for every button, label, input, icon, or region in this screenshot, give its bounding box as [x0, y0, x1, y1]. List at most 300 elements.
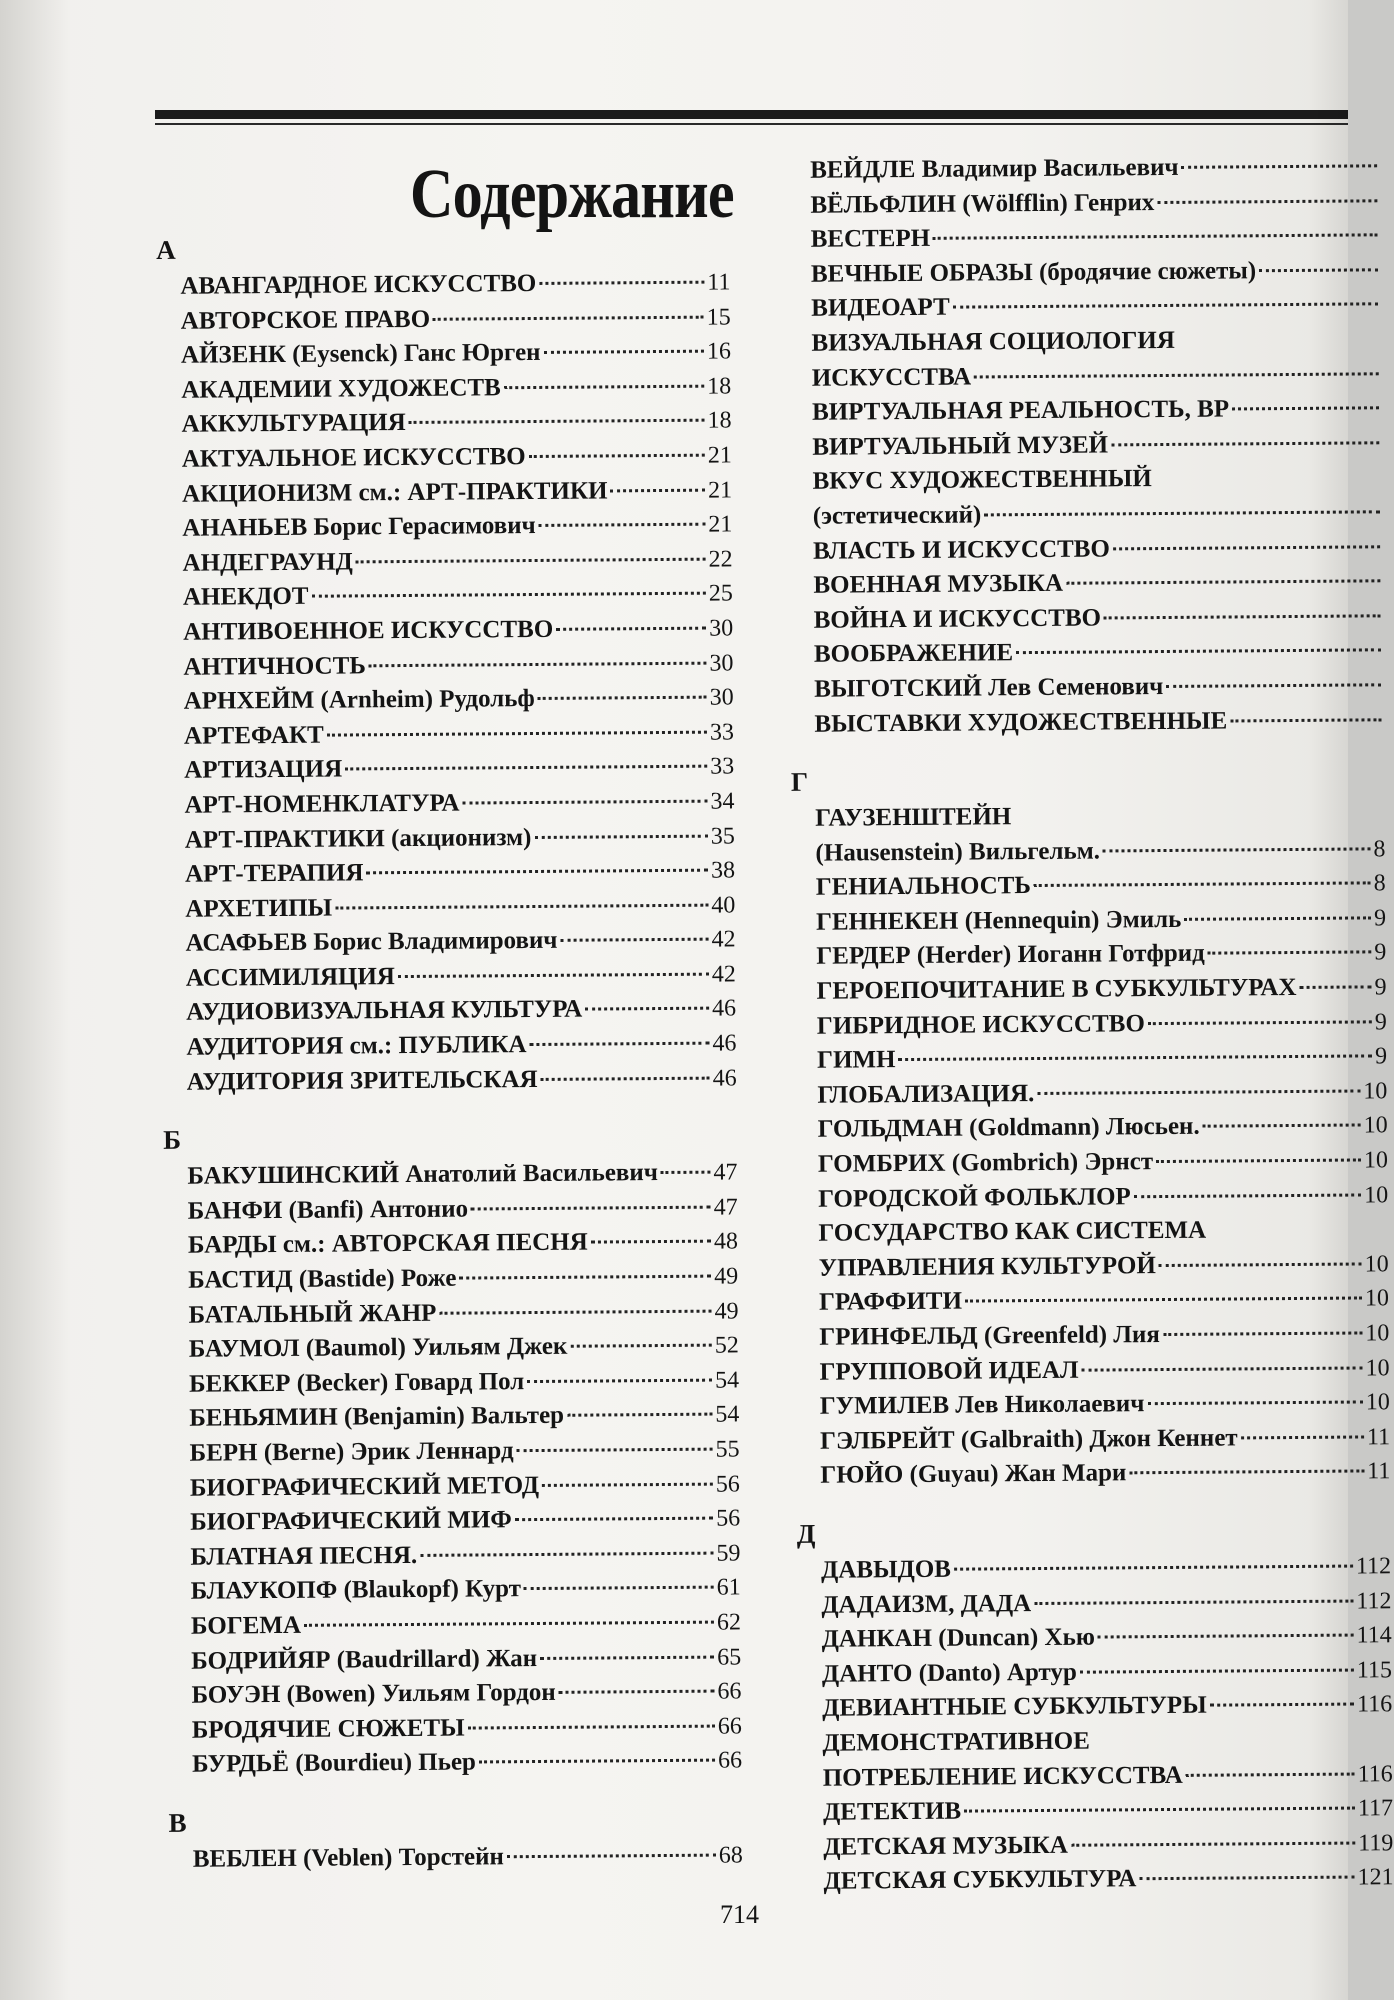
toc-entry[interactable]	[158, 1190, 738, 1229]
toc-entry-page: 40	[711, 892, 736, 919]
toc-entry[interactable]	[786, 901, 1386, 940]
dot-leader	[544, 350, 704, 354]
dot-leader	[556, 627, 706, 631]
toc-entry-title: БАРДЫ см.: АВТОРСКАЯ ПЕСНЯ	[187, 1229, 588, 1260]
toc-entry[interactable]	[792, 1653, 1392, 1692]
toc-entry-title: ВЛАСТЬ И ИСКУССТВО	[813, 534, 1110, 565]
toc-entry[interactable]	[157, 1061, 737, 1100]
toc-entry-title: АРТ-ПРАКТИКИ (акционизм)	[184, 823, 532, 854]
toc-entry-title: ГИМН	[817, 1046, 896, 1074]
toc-entry[interactable]	[780, 184, 1380, 223]
toc-entry[interactable]	[153, 646, 733, 685]
toc-entry-page: 9	[1374, 974, 1387, 1001]
toc-entry-title: ВИДЕОАРТ	[811, 294, 950, 323]
toc-entry-page: 16	[706, 338, 732, 365]
toc-entry-page: 10	[1363, 1078, 1388, 1105]
toc-entry-page: 10	[1365, 1354, 1390, 1382]
toc-entry[interactable]	[790, 1455, 1390, 1494]
toc-entry[interactable]	[781, 288, 1381, 327]
toc-entry[interactable]	[160, 1502, 740, 1541]
dot-leader	[954, 1565, 1353, 1571]
toc-entry-title: АЙЗЕНК (Eysenck) Ганс Юрген	[180, 339, 541, 369]
toc-entry-title: АВТОРСКОЕ ПРАВО	[180, 305, 431, 335]
toc-entry-title: ВОЕННАЯ МУЗЫКА	[813, 569, 1064, 599]
page-title: Содержание	[410, 156, 734, 233]
section-letter: Б	[163, 1125, 182, 1156]
toc-entry-title: БИОГРАФИЧЕСКИЙ МЕТОД	[189, 1471, 540, 1502]
toc-entry-title: БАСТИД (Bastide) Роже	[188, 1264, 457, 1294]
toc-entry-page: 66	[717, 1713, 742, 1740]
toc-entry-title: ВИРТУАЛЬНЫЙ МУЗЕЙ	[812, 431, 1109, 461]
dot-leader	[479, 1759, 715, 1764]
toc-entry-title: АНЕКДОТ	[182, 583, 309, 612]
toc-entry-page: 10	[1363, 1147, 1389, 1174]
dot-leader	[507, 1854, 716, 1859]
toc-entry[interactable]	[156, 957, 736, 996]
toc-entry-page: 10	[1364, 1181, 1389, 1209]
toc-entry[interactable]	[161, 1571, 741, 1610]
toc-entry-page: 22	[708, 546, 733, 573]
toc-entry-title: БЕНЬЯМИН (Benjamin) Вальтер	[189, 1402, 565, 1433]
toc-entry-title: БЛАУКОПФ (Blaukopf) Курт	[190, 1575, 522, 1606]
toc-entry-title: АРТ-ТЕРАПИЯ	[184, 859, 364, 888]
toc-entry[interactable]	[782, 426, 1382, 465]
toc-entry[interactable]	[784, 599, 1384, 638]
dot-leader	[433, 315, 704, 320]
toc-entry-page: 42	[711, 926, 736, 953]
toc-entry[interactable]	[783, 495, 1383, 534]
toc-entry[interactable]	[791, 1584, 1391, 1623]
toc-entry-title: ДАДАИЗМ, ДАДА	[821, 1589, 1032, 1619]
toc-entry-page: 48	[713, 1228, 739, 1256]
toc-entry-title: БОГЕМА	[190, 1611, 302, 1640]
dot-leader	[335, 903, 708, 909]
toc-entry-page: 15	[706, 304, 731, 331]
toc-entry-title: АРНХЕЙМ (Arnheim) Рудольф	[183, 685, 535, 715]
toc-entry-title: ГУМИЛЕВ Лев Николаевич	[819, 1390, 1145, 1420]
toc-entry[interactable]	[792, 1688, 1392, 1727]
contents-column-right	[780, 149, 1394, 1900]
toc-entry-page: 68	[718, 1842, 743, 1869]
dot-leader	[327, 730, 707, 736]
toc-entry-title: ВОЙНА И ИСКУССТВО	[813, 604, 1102, 634]
dot-leader	[304, 1621, 714, 1627]
toc-entry-title: БАУМОЛ (Baumol) Уильям Джек	[188, 1332, 568, 1363]
toc-entry[interactable]	[793, 1791, 1393, 1830]
toc-entry-title: ВЕЧНЫЕ ОБРАЗЫ (бродячие сюжеты)	[810, 257, 1257, 288]
toc-entry-page: 21	[707, 442, 732, 469]
toc-entry[interactable]	[154, 681, 734, 720]
toc-entry-page: 54	[714, 1367, 740, 1394]
toc-entry[interactable]	[793, 1861, 1393, 1900]
dot-leader	[504, 384, 704, 389]
toc-entry-page: 121	[1357, 1864, 1394, 1891]
toc-entry[interactable]	[154, 784, 734, 823]
toc-entry-title: АРХЕТИПЫ	[185, 894, 333, 923]
toc-entry[interactable]	[789, 1247, 1389, 1286]
dot-leader	[1230, 718, 1381, 722]
toc-entry-page: 46	[712, 1030, 737, 1057]
toc-entry-title: ВЕБЛЕН (Veblen) Торстейн	[192, 1843, 505, 1873]
toc-entry-page: 38	[710, 857, 736, 884]
toc-entry[interactable]	[151, 300, 731, 339]
toc-entry-page: 9	[1374, 1008, 1387, 1036]
toc-entry[interactable]	[150, 265, 730, 304]
toc-entry-title: АУДИОВИЗУАЛЬНАЯ КУЛЬТУРА	[186, 996, 583, 1027]
toc-entry-page: 52	[714, 1332, 739, 1359]
toc-entry-title: БЛАТНАЯ ПЕСНЯ.	[190, 1541, 418, 1571]
dot-leader	[610, 488, 705, 492]
section-letter: А	[156, 234, 176, 265]
toc-entry[interactable]	[787, 1074, 1387, 1113]
toc-entry-title: БУРДЬЁ (Bourdieu) Пьер	[191, 1748, 476, 1779]
header-rule-thin	[155, 123, 1348, 125]
dot-leader	[965, 1297, 1362, 1303]
toc-entry-title: АНДЕГРАУНД	[182, 548, 353, 577]
toc-entry-page: 30	[709, 684, 734, 711]
toc-entry[interactable]	[793, 1757, 1393, 1796]
toc-entry-title: ДАВЫДОВ	[821, 1555, 952, 1584]
dot-leader	[527, 1378, 712, 1382]
toc-entry-title: ВИРТУАЛЬНАЯ РЕАЛЬНОСТЬ, ВР	[811, 395, 1230, 426]
dot-leader	[570, 1344, 711, 1348]
toc-entry-title: БЕККЕР (Becker) Говард Пол	[188, 1367, 525, 1398]
toc-entry-title: АКТУАЛЬНОЕ ИСКУССТВО	[181, 443, 526, 473]
toc-entry-page: 49	[714, 1298, 739, 1325]
toc-entry-title: ДАНКАН (Duncan) Хью	[821, 1623, 1095, 1653]
dot-leader	[539, 523, 706, 527]
dot-leader	[529, 1042, 709, 1046]
toc-entry-page: 114	[1356, 1622, 1392, 1649]
toc-entry-page: 34	[710, 788, 735, 815]
toc-entry-title: БИОГРАФИЧЕСКИЙ МИФ	[190, 1506, 512, 1536]
dot-leader	[899, 1055, 1373, 1062]
toc-entry-title: ГРАФФИТИ	[818, 1288, 963, 1317]
dot-leader	[1166, 683, 1381, 688]
toc-entry-page: 10	[1363, 1112, 1388, 1139]
toc-entry[interactable]	[790, 1385, 1390, 1424]
toc-entry-page: 11	[1366, 1424, 1391, 1451]
toc-entry-page: 117	[1357, 1795, 1394, 1822]
toc-entry[interactable]	[782, 461, 1382, 500]
dot-leader	[540, 1655, 714, 1659]
toc-entry[interactable]	[793, 1826, 1393, 1865]
toc-entry-title: ГИБРИДНОЕ ИСКУССТВО	[816, 1009, 1145, 1040]
toc-entry[interactable]	[783, 564, 1383, 603]
toc-entry-page: 119	[1358, 1829, 1394, 1857]
toc-entry[interactable]	[153, 577, 733, 616]
toc-entry[interactable]	[163, 1838, 743, 1877]
toc-entry-page: 112	[1355, 1553, 1392, 1580]
toc-entry-page: 9	[1373, 905, 1387, 932]
toc-entry-title: АРТЕФАКТ	[183, 721, 324, 750]
toc-entry-title: ВООБРАЖЕНИЕ	[813, 639, 1014, 669]
dot-leader	[398, 973, 709, 978]
toc-entry-page: 33	[709, 719, 735, 746]
toc-entry[interactable]	[155, 854, 735, 893]
toc-entry-title: ВЫСТАВКИ ХУДОЖЕСТВЕННЫЕ	[814, 707, 1228, 738]
dot-leader	[439, 1309, 711, 1314]
toc-entry-title: ДЕТСКАЯ МУЗЫКА	[823, 1831, 1069, 1861]
dot-leader	[1232, 406, 1379, 410]
dot-leader	[529, 454, 705, 458]
dot-leader	[471, 1205, 711, 1210]
dot-leader	[560, 938, 708, 942]
toc-entry-title: ВИЗУАЛЬНАЯ СОЦИОЛОГИЯ	[811, 326, 1175, 357]
toc-entry-title: ВЁЛЬФЛИН (Wölfflin) Генрих	[810, 188, 1155, 219]
toc-entry-title: АССИМИЛЯЦИЯ	[185, 962, 396, 992]
toc-entry-title: ГРУППОВОЙ ИДЕАЛ	[819, 1356, 1079, 1386]
dot-leader	[538, 696, 707, 700]
toc-entry[interactable]	[780, 149, 1380, 188]
dot-leader	[369, 661, 707, 667]
toc-entry-page: 10	[1365, 1320, 1390, 1347]
toc-entry-title: АУДИТОРИЯ ЗРИТЕЛЬСКАЯ	[186, 1065, 538, 1096]
toc-entry-title: ГАУЗЕНШТЕЙН	[815, 803, 1012, 832]
toc-entry[interactable]	[786, 936, 1386, 975]
toc-entry-title: (эстетический)	[812, 501, 982, 530]
toc-entry-title: ГЭЛБРЕЙТ (Galbraith) Джон Кеннет	[820, 1424, 1238, 1455]
toc-entry[interactable]	[787, 1040, 1387, 1079]
toc-entry-title: ДАНТО (Danto) Артур	[821, 1658, 1077, 1688]
toc-entry-page: 66	[717, 1678, 742, 1705]
dot-leader	[1034, 1599, 1353, 1605]
dot-leader	[409, 419, 705, 424]
toc-entry-title: (Hausenstein) Вильгельм.	[815, 837, 1101, 867]
toc-entry[interactable]	[781, 322, 1381, 361]
toc-entry-title: ГОСУДАРСТВО КАК СИСТЕМА	[818, 1216, 1207, 1247]
toc-entry-title: АНТИЧНОСТЬ	[183, 651, 366, 681]
toc-entry[interactable]	[787, 1005, 1387, 1044]
toc-entry[interactable]	[788, 1109, 1388, 1148]
toc-entry[interactable]	[161, 1605, 741, 1644]
toc-entry[interactable]	[789, 1316, 1389, 1355]
dot-leader	[524, 1586, 714, 1590]
toc-entry-title: АКЦИОНИЗМ см.: АРТ-ПРАКТИКИ	[181, 476, 608, 508]
header-rule-thick	[155, 110, 1348, 119]
toc-entry[interactable]	[782, 357, 1382, 396]
toc-entry[interactable]	[160, 1536, 740, 1575]
toc-entry-title: ДЕВИАНТНЫЕ СУБКУЛЬТУРЫ	[822, 1692, 1207, 1723]
page-edge-shadow	[1308, 0, 1348, 2000]
toc-entry-title: ИСКУССТВА	[811, 363, 972, 392]
toc-entry[interactable]	[156, 992, 736, 1031]
toc-entry[interactable]	[788, 1143, 1388, 1182]
toc-entry[interactable]	[784, 634, 1384, 673]
toc-entry-title: АККУЛЬТУРАЦИЯ	[181, 409, 406, 439]
toc-entry[interactable]	[159, 1363, 739, 1402]
toc-entry[interactable]	[789, 1351, 1389, 1390]
toc-entry[interactable]	[160, 1467, 740, 1506]
toc-entry-title: АУДИТОРИЯ см.: ПУБЛИКА	[186, 1031, 527, 1061]
toc-entry[interactable]	[783, 530, 1383, 569]
toc-entry-title: АРТИЗАЦИЯ	[184, 755, 343, 785]
toc-entry-title: ГЕНИАЛЬНОСТЬ	[815, 872, 1032, 902]
dot-leader	[462, 800, 707, 805]
section-letter: В	[168, 1807, 187, 1838]
toc-entry-title: АКАДЕМИИ ХУДОЖЕСТВ	[181, 374, 501, 404]
toc-entry-page: 30	[709, 649, 734, 677]
dot-leader	[517, 1448, 713, 1453]
dot-leader	[356, 557, 706, 563]
toc-entry-page: 54	[715, 1401, 740, 1429]
toc-entry-title: БАКУШИНСКИЙ Анатолий Васильевич	[187, 1159, 658, 1190]
dot-leader	[366, 869, 708, 875]
toc-entry-title: ВЕСТЕРН	[810, 225, 931, 253]
toc-entry[interactable]	[152, 473, 732, 512]
toc-entry-title: ГРИНФЕЛЬД (Greenfeld) Лия	[819, 1321, 1160, 1351]
toc-entry-page: 33	[710, 753, 735, 780]
toc-entry-page: 61	[716, 1574, 741, 1601]
toc-entry-page: 8	[1373, 835, 1386, 863]
toc-entry-page: 116	[1357, 1760, 1393, 1788]
toc-entry[interactable]	[154, 750, 734, 789]
dot-leader	[468, 1724, 715, 1729]
toc-entry-page: 56	[716, 1505, 741, 1532]
toc-entry[interactable]	[159, 1432, 739, 1471]
toc-entry-title: БОДРИЙЯР (Baudrillard) Жан	[191, 1644, 538, 1675]
toc-entry-title: ГОРОДСКОЙ ФОЛЬКЛОР	[818, 1182, 1131, 1213]
toc-entry[interactable]	[161, 1640, 741, 1679]
toc-entry-page: 42	[711, 961, 736, 988]
toc-entry[interactable]	[155, 923, 735, 962]
toc-entry-title: ПОТРЕБЛЕНИЕ ИСКУССТВА	[822, 1761, 1183, 1792]
toc-entry-title: ВЕЙДЛЕ Владимир Васильевич	[810, 153, 1179, 184]
toc-entry[interactable]	[152, 438, 732, 477]
toc-entry-title: ДЕТЕКТИВ	[822, 1797, 962, 1826]
toc-entry[interactable]	[151, 369, 731, 408]
toc-entry-page: 18	[707, 407, 732, 435]
toc-entry[interactable]	[785, 797, 1385, 836]
toc-entry[interactable]	[781, 218, 1381, 257]
toc-entry-title: ВКУС ХУДОЖЕСТВЕННЫЙ	[812, 465, 1152, 496]
dot-leader	[539, 281, 704, 285]
dot-leader	[311, 592, 705, 598]
toc-entry-page: 47	[713, 1194, 738, 1221]
toc-entry-page: 56	[715, 1471, 740, 1498]
toc-entry[interactable]	[153, 611, 733, 650]
toc-entry[interactable]	[158, 1225, 738, 1264]
toc-entry[interactable]	[782, 391, 1382, 430]
toc-entry[interactable]	[789, 1282, 1389, 1321]
toc-entry[interactable]	[162, 1709, 742, 1748]
toc-entry[interactable]	[790, 1420, 1390, 1459]
toc-entry[interactable]	[788, 1212, 1388, 1251]
toc-entry[interactable]	[151, 335, 731, 374]
toc-entry[interactable]	[784, 668, 1384, 707]
toc-entry[interactable]	[784, 703, 1384, 742]
dot-leader	[661, 1171, 711, 1174]
toc-entry-page: 10	[1365, 1389, 1390, 1416]
toc-entry[interactable]	[786, 867, 1386, 906]
toc-entry[interactable]	[158, 1259, 738, 1298]
toc-entry[interactable]	[159, 1329, 739, 1368]
toc-entry[interactable]	[161, 1675, 741, 1714]
toc-entry[interactable]	[152, 508, 732, 547]
toc-entry-title: АРТ-НОМЕНКЛАТУРА	[184, 789, 460, 819]
toc-entry-title: ГЕРДЕР (Herder) Иоганн Готфрид	[816, 940, 1205, 971]
dot-leader	[541, 1076, 710, 1080]
toc-entry[interactable]	[159, 1398, 739, 1437]
toc-entry[interactable]	[155, 819, 735, 858]
toc-entry[interactable]	[792, 1618, 1392, 1657]
toc-entry[interactable]	[788, 1178, 1388, 1217]
dot-leader	[542, 1482, 713, 1486]
toc-entry-title: БАНФИ (Banfi) Антонио	[187, 1195, 469, 1225]
toc-entry-page: 8	[1373, 870, 1386, 897]
toc-entry-page: 62	[716, 1609, 742, 1636]
toc-entry-page: 18	[707, 373, 732, 400]
toc-entry[interactable]	[157, 1156, 737, 1195]
toc-entry[interactable]	[155, 888, 735, 927]
toc-entry[interactable]	[781, 253, 1381, 292]
toc-entry-title: ГОМБРИХ (Gombrich) Эрнст	[817, 1148, 1154, 1178]
toc-entry-title: ГЕРОЕПОЧИТАНИЕ В СУБКУЛЬТУРАХ	[816, 974, 1297, 1005]
toc-entry[interactable]	[152, 542, 732, 581]
dot-leader	[567, 1413, 712, 1417]
toc-entry[interactable]	[158, 1294, 738, 1333]
toc-entry-page: 11	[1367, 1458, 1391, 1485]
toc-entry-page: 46	[712, 995, 737, 1023]
toc-entry-title: БРОДЯЧИЕ СЮЖЕТЫ	[191, 1714, 465, 1744]
toc-entry-title: ГЕННЕКЕН (Hennequin) Эмиль	[815, 905, 1182, 936]
toc-entry-title: АНАНЬЕВ Борис Герасимович	[182, 512, 536, 542]
toc-entry-page: 9	[1375, 1043, 1388, 1070]
toc-entry[interactable]	[792, 1722, 1392, 1761]
dot-leader	[459, 1275, 711, 1280]
toc-entry-page: 115	[1356, 1656, 1393, 1684]
page-gutter-shadow	[0, 0, 70, 2000]
toc-entry-page: 10	[1364, 1285, 1390, 1312]
dot-leader	[591, 1240, 711, 1244]
toc-entry[interactable]	[154, 715, 734, 754]
toc-entry-page: 59	[716, 1540, 741, 1567]
toc-entry[interactable]	[162, 1744, 742, 1783]
toc-entry[interactable]	[151, 404, 731, 443]
section-letter: Д	[796, 1518, 816, 1549]
dot-leader	[585, 1007, 709, 1011]
dot-leader	[559, 1690, 715, 1694]
toc-entry-page: 49	[714, 1263, 739, 1290]
toc-entry-page: 55	[715, 1436, 740, 1463]
toc-entry-title: БАТАЛЬНЫЙ ЖАНР	[188, 1299, 437, 1329]
dot-leader	[964, 1807, 1355, 1813]
toc-entry[interactable]	[156, 1026, 736, 1065]
toc-entry-page: 116	[1356, 1691, 1393, 1718]
toc-entry[interactable]	[785, 832, 1385, 871]
section-letter: Г	[790, 766, 809, 798]
dot-leader	[515, 1517, 713, 1522]
toc-entry-page: 21	[707, 476, 733, 504]
toc-entry-title: АНТИВОЕННОЕ ИСКУССТВО	[183, 615, 554, 646]
toc-entry-page: 47	[713, 1159, 738, 1186]
toc-entry-title: ДЕМОНСТРАТИВНОЕ	[822, 1727, 1090, 1757]
toc-entry-title: БЕРН (Berne) Эрик Леннард	[189, 1437, 514, 1467]
toc-entry-page: 25	[708, 580, 733, 607]
page-number: 714	[720, 1900, 759, 1929]
toc-entry-page: 66	[717, 1747, 743, 1774]
toc-entry-page: 30	[709, 615, 734, 642]
contents-column-left	[150, 225, 743, 1877]
toc-entry[interactable]	[791, 1549, 1391, 1588]
toc-entry-page: 9	[1374, 939, 1387, 966]
toc-entry-title: АСАФЬЕВ Борис Владимирович	[185, 927, 558, 958]
toc-entry-title: ГОЛЬДМАН (Goldmann) Люсьен.	[817, 1113, 1200, 1144]
toc-entry-page: 11	[707, 269, 731, 296]
toc-entry-title: ГЮЙО (Guyau) Жан Мари	[820, 1459, 1127, 1490]
toc-entry[interactable]	[786, 970, 1386, 1009]
toc-entry-title: УПРАВЛЕНИЯ КУЛЬТУРОЙ	[818, 1251, 1156, 1282]
